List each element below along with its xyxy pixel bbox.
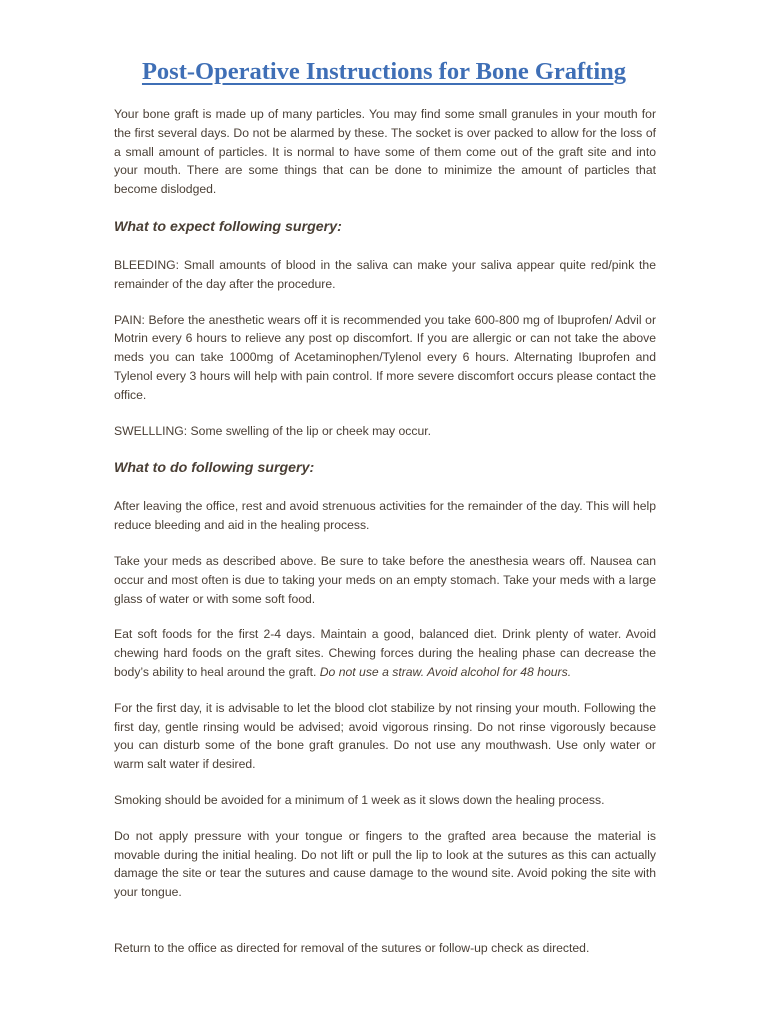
pain-paragraph: PAIN: Before the anesthetic wears off it is recommended you take 600-800 mg of Ibuprofen/ Advil or Motrin every 6 hours to relieve any post op discomfort. If you are allergic or can not take the above meds you can take 1000mg of Acetaminophen/Tylenol every 6 hours. Alternating Ibuprofen and Tylenol every 3 hours will help with pain control. If more severe discomfort occurs please contact the office. — [114, 312, 656, 402]
foods-warning: Do not use a straw. Avoid alcohol for 48 hours. — [319, 664, 572, 679]
foods-text: Eat soft foods for the first 2-4 days. Maintain a good, balanced diet. Drink plenty of water. Avoid chewing hard foods on the graft sites. Chewing forces during the healing phase can decrease the body’s ability to heal around the graft. — [114, 627, 656, 679]
return-paragraph: Return to the office as directed for removal of the sutures or follow-up check as directed. — [114, 940, 590, 955]
intro-paragraph: Your bone graft is made up of many particles. You may find some small granules in your mouth for the first several days. Do not be alarmed by these. The socket is over packed to allow for the loss of a small amount of particles. It is normal to have some of them come out of the graft site and into your mouth. There are some things that can be done to minimize the amount of particles that become dislodged. — [114, 107, 656, 197]
meds-paragraph: Take your meds as described above. Be sure to take before the anesthesia wears off. Nausea can occur and most often is due to taking your meds on an empty stomach. Take your meds with a large glass of water or with some soft food. — [114, 553, 656, 606]
pressure-paragraph: Do not apply pressure with your tongue or fingers to the grafted area because the material is movable during the initial healing. Do not lift or pull the lip to look at the sutures as this can actually damage the site or tear the sutures and cause damage to the wound site. Avoid poking the site with your tongue. — [114, 828, 656, 900]
bleeding-paragraph: BLEEDING: Small amounts of blood in the saliva can make your saliva appear quite red/pink the remainder of the day after the procedure. — [114, 257, 656, 291]
document-title: Post-Operative Instructions for Bone Grafting — [141, 58, 627, 85]
smoking-paragraph: Smoking should be avoided for a minimum of 1 week as it slows down the healing process. — [114, 792, 605, 807]
expect-heading: What to expect following surgery: — [114, 218, 342, 235]
foods-paragraph — [114, 625, 656, 681]
rest-paragraph: After leaving the office, rest and avoid strenuous activities for the remainder of the day. This will help reduce bleeding and aid in the healing process. — [114, 499, 656, 533]
rinsing-paragraph: For the first day, it is advisable to let the blood clot stabilize by not rinsing your mouth. Following the first day, gentle rinsing would be advised; avoid vigorous rinsing. Do not rinse vigorously because you can disturb some of the bone graft granules. Do not use any mouthwash. Use only water or warm salt water if desired. — [114, 700, 656, 772]
todo-heading: What to do following surgery: — [114, 460, 315, 477]
swelling-paragraph: SWELLLING: Some swelling of the lip or cheek may occur. — [114, 423, 432, 438]
document-body — [114, 105, 656, 958]
